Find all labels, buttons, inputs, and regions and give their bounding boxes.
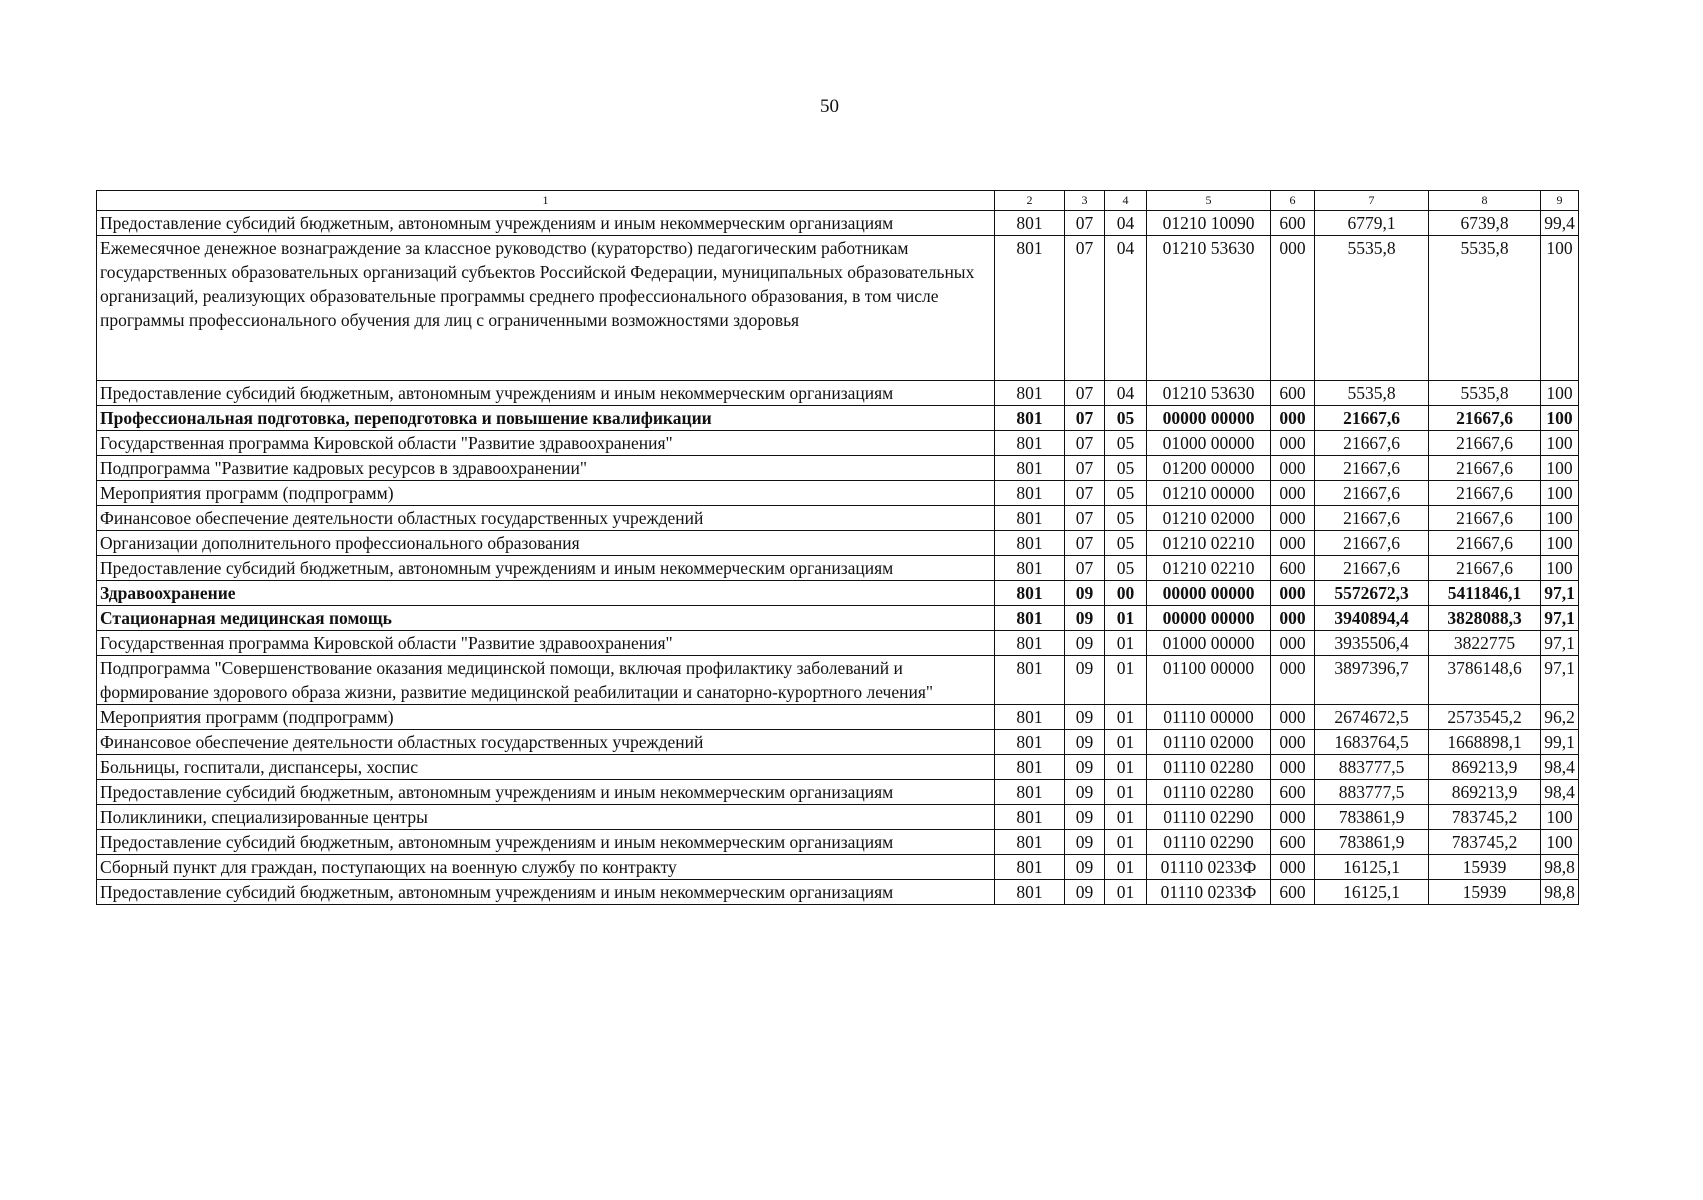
grbs-code: 801: [995, 880, 1065, 905]
section-code: 09: [1065, 730, 1105, 755]
section-code: 07: [1065, 236, 1105, 381]
expense-type-code: 000: [1271, 531, 1315, 556]
expense-type-code: 000: [1271, 456, 1315, 481]
subsection-code: 05: [1105, 456, 1147, 481]
subsection-code: 01: [1105, 780, 1147, 805]
row-name: Подпрограмма "Развитие кадровых ресурсов в здравоохранении": [97, 456, 995, 481]
grbs-code: 801: [995, 606, 1065, 631]
row-name: Предоставление субсидий бюджетным, автономным учреждениям и иным некоммерческим организациям: [97, 381, 995, 406]
target-article-code: 01110 02290: [1147, 805, 1271, 830]
section-code: 07: [1065, 456, 1105, 481]
target-article-code: 01210 53630: [1147, 236, 1271, 381]
grbs-code: 801: [995, 705, 1065, 730]
execution-percent: 98,8: [1541, 855, 1579, 880]
execution-percent: 100: [1541, 531, 1579, 556]
section-code: 07: [1065, 556, 1105, 581]
grbs-code: 801: [995, 631, 1065, 656]
target-article-code: 01110 02290: [1147, 830, 1271, 855]
execution-percent: 100: [1541, 381, 1579, 406]
execution-percent: 97,1: [1541, 631, 1579, 656]
expense-type-code: 600: [1271, 381, 1315, 406]
table-row: [97, 431, 1579, 456]
row-name: Ежемесячное денежное вознаграждение за классное руководство (кураторство) педагогическим работникам государственных образовательных организаций субъектов Российской Федерации, муниципальных образовательных организаций, реализующих образовательные программы среднего профессионального образования, в том числе программы профессионального обучения для лиц с ограниченными возможностями здоровья: [97, 236, 995, 381]
table-row: [97, 780, 1579, 805]
expense-type-code: 000: [1271, 506, 1315, 531]
executed-amount: 3828088,3: [1429, 606, 1541, 631]
execution-percent: 98,4: [1541, 755, 1579, 780]
row-name: Государственная программа Кировской области "Развитие здравоохранения": [97, 431, 995, 456]
planned-amount: 5572672,3: [1315, 581, 1429, 606]
expense-type-code: 600: [1271, 780, 1315, 805]
section-code: 09: [1065, 755, 1105, 780]
execution-percent: 99,4: [1541, 211, 1579, 236]
expense-type-code: 000: [1271, 705, 1315, 730]
expense-type-code: 600: [1271, 830, 1315, 855]
subsection-code: 05: [1105, 406, 1147, 431]
expense-type-code: 000: [1271, 631, 1315, 656]
planned-amount: 783861,9: [1315, 805, 1429, 830]
execution-percent: 100: [1541, 431, 1579, 456]
grbs-code: 801: [995, 406, 1065, 431]
subsection-code: 01: [1105, 730, 1147, 755]
section-code: 07: [1065, 211, 1105, 236]
expense-type-code: 000: [1271, 406, 1315, 431]
execution-percent: 100: [1541, 236, 1579, 381]
execution-percent: 98,4: [1541, 780, 1579, 805]
row-name: Сборный пункт для граждан, поступающих на военную службу по контракту: [97, 855, 995, 880]
planned-amount: 16125,1: [1315, 855, 1429, 880]
subsection-code: 01: [1105, 805, 1147, 830]
column-header: 6: [1271, 191, 1315, 211]
planned-amount: 5535,8: [1315, 381, 1429, 406]
subsection-code: 04: [1105, 211, 1147, 236]
row-name: Предоставление субсидий бюджетным, автономным учреждениям и иным некоммерческим организациям: [97, 780, 995, 805]
row-name: Предоставление субсидий бюджетным, автономным учреждениям и иным некоммерческим организациям: [97, 211, 995, 236]
section-code: 09: [1065, 656, 1105, 705]
table-row: [97, 406, 1579, 431]
section-code: 09: [1065, 606, 1105, 631]
grbs-code: 801: [995, 456, 1065, 481]
expense-type-code: 600: [1271, 880, 1315, 905]
grbs-code: 801: [995, 780, 1065, 805]
subsection-code: 04: [1105, 236, 1147, 381]
target-article-code: 01210 02210: [1147, 531, 1271, 556]
grbs-code: 801: [995, 805, 1065, 830]
target-article-code: 01100 00000: [1147, 656, 1271, 705]
expense-type-code: 000: [1271, 481, 1315, 506]
section-code: 07: [1065, 381, 1105, 406]
column-header: 3: [1065, 191, 1105, 211]
section-code: 09: [1065, 780, 1105, 805]
planned-amount: 21667,6: [1315, 406, 1429, 431]
section-code: 07: [1065, 506, 1105, 531]
column-header: 9: [1541, 191, 1579, 211]
expense-type-code: 000: [1271, 431, 1315, 456]
subsection-code: 00: [1105, 581, 1147, 606]
table-row: [97, 880, 1579, 905]
section-code: 07: [1065, 406, 1105, 431]
grbs-code: 801: [995, 531, 1065, 556]
executed-amount: 869213,9: [1429, 755, 1541, 780]
planned-amount: 3935506,4: [1315, 631, 1429, 656]
subsection-code: 05: [1105, 556, 1147, 581]
subsection-code: 01: [1105, 855, 1147, 880]
budget-table: [96, 190, 1579, 905]
executed-amount: 2573545,2: [1429, 705, 1541, 730]
executed-amount: 3786148,6: [1429, 656, 1541, 705]
execution-percent: 100: [1541, 830, 1579, 855]
expense-type-code: 000: [1271, 805, 1315, 830]
planned-amount: 883777,5: [1315, 755, 1429, 780]
table-row: [97, 755, 1579, 780]
table-row: [97, 855, 1579, 880]
section-code: 09: [1065, 830, 1105, 855]
planned-amount: 6779,1: [1315, 211, 1429, 236]
subsection-code: 04: [1105, 381, 1147, 406]
table-row: [97, 830, 1579, 855]
section-code: 07: [1065, 431, 1105, 456]
target-article-code: 01210 02210: [1147, 556, 1271, 581]
planned-amount: 21667,6: [1315, 456, 1429, 481]
expense-type-code: 000: [1271, 656, 1315, 705]
column-header: 5: [1147, 191, 1271, 211]
target-article-code: 01000 00000: [1147, 431, 1271, 456]
execution-percent: 100: [1541, 556, 1579, 581]
grbs-code: 801: [995, 556, 1065, 581]
table-row: [97, 236, 1579, 381]
table-row: [97, 506, 1579, 531]
section-code: 09: [1065, 705, 1105, 730]
row-name: Предоставление субсидий бюджетным, автономным учреждениям и иным некоммерческим организациям: [97, 830, 995, 855]
subsection-code: 01: [1105, 880, 1147, 905]
target-article-code: 01210 00000: [1147, 481, 1271, 506]
executed-amount: 1668898,1: [1429, 730, 1541, 755]
column-header: 1: [97, 191, 995, 211]
target-article-code: 00000 00000: [1147, 581, 1271, 606]
target-article-code: 00000 00000: [1147, 606, 1271, 631]
execution-percent: 100: [1541, 481, 1579, 506]
row-name: Предоставление субсидий бюджетным, автономным учреждениям и иным некоммерческим организациям: [97, 880, 995, 905]
target-article-code: 01110 0233Ф: [1147, 855, 1271, 880]
table-row: [97, 211, 1579, 236]
executed-amount: 5535,8: [1429, 236, 1541, 381]
execution-percent: 99,1: [1541, 730, 1579, 755]
executed-amount: 15939: [1429, 855, 1541, 880]
execution-percent: 97,1: [1541, 606, 1579, 631]
executed-amount: 21667,6: [1429, 431, 1541, 456]
subsection-code: 01: [1105, 631, 1147, 656]
expense-type-code: 600: [1271, 211, 1315, 236]
grbs-code: 801: [995, 381, 1065, 406]
target-article-code: 01210 10090: [1147, 211, 1271, 236]
section-code: 09: [1065, 805, 1105, 830]
execution-percent: 100: [1541, 506, 1579, 531]
grbs-code: 801: [995, 211, 1065, 236]
target-article-code: 01110 0233Ф: [1147, 880, 1271, 905]
expense-type-code: 000: [1271, 581, 1315, 606]
row-name: Профессиональная подготовка, переподготовка и повышение квалификации: [97, 406, 995, 431]
execution-percent: 98,8: [1541, 880, 1579, 905]
table-row: [97, 730, 1579, 755]
expense-type-code: 000: [1271, 606, 1315, 631]
subsection-code: 05: [1105, 431, 1147, 456]
row-name: Стационарная медицинская помощь: [97, 606, 995, 631]
executed-amount: 783745,2: [1429, 830, 1541, 855]
page-number: 50: [820, 96, 839, 117]
column-header: 2: [995, 191, 1065, 211]
expense-type-code: 000: [1271, 236, 1315, 381]
planned-amount: 21667,6: [1315, 481, 1429, 506]
executed-amount: 21667,6: [1429, 406, 1541, 431]
grbs-code: 801: [995, 236, 1065, 381]
executed-amount: 21667,6: [1429, 456, 1541, 481]
planned-amount: 783861,9: [1315, 830, 1429, 855]
subsection-code: 01: [1105, 755, 1147, 780]
execution-percent: 96,2: [1541, 705, 1579, 730]
column-header: 4: [1105, 191, 1147, 211]
planned-amount: 3897396,7: [1315, 656, 1429, 705]
section-code: 07: [1065, 531, 1105, 556]
row-name: Государственная программа Кировской области "Развитие здравоохранения": [97, 631, 995, 656]
grbs-code: 801: [995, 830, 1065, 855]
subsection-code: 01: [1105, 830, 1147, 855]
subsection-code: 01: [1105, 606, 1147, 631]
planned-amount: 21667,6: [1315, 556, 1429, 581]
target-article-code: 01110 00000: [1147, 705, 1271, 730]
subsection-code: 01: [1105, 656, 1147, 705]
executed-amount: 6739,8: [1429, 211, 1541, 236]
row-name: Больницы, госпитали, диспансеры, хоспис: [97, 755, 995, 780]
row-name: Подпрограмма "Совершенствование оказания медицинской помощи, включая профилактику заболеваний и формирование здорового образа жизни, развитие медицинской реабилитации и санаторно-курортного лечения": [97, 656, 995, 705]
executed-amount: 21667,6: [1429, 506, 1541, 531]
target-article-code: 00000 00000: [1147, 406, 1271, 431]
expense-type-code: 000: [1271, 755, 1315, 780]
planned-amount: 21667,6: [1315, 531, 1429, 556]
section-code: 07: [1065, 481, 1105, 506]
grbs-code: 801: [995, 506, 1065, 531]
grbs-code: 801: [995, 730, 1065, 755]
table-row: [97, 456, 1579, 481]
planned-amount: 3940894,4: [1315, 606, 1429, 631]
table-row: [97, 631, 1579, 656]
row-name: Мероприятия программ (подпрограмм): [97, 705, 995, 730]
target-article-code: 01210 02000: [1147, 506, 1271, 531]
section-code: 09: [1065, 581, 1105, 606]
target-article-code: 01110 02280: [1147, 780, 1271, 805]
table-row: [97, 705, 1579, 730]
planned-amount: 5535,8: [1315, 236, 1429, 381]
subsection-code: 05: [1105, 506, 1147, 531]
planned-amount: 16125,1: [1315, 880, 1429, 905]
target-article-code: 01200 00000: [1147, 456, 1271, 481]
executed-amount: 21667,6: [1429, 531, 1541, 556]
table-row: [97, 556, 1579, 581]
table-row: [97, 531, 1579, 556]
expense-type-code: 000: [1271, 855, 1315, 880]
grbs-code: 801: [995, 855, 1065, 880]
planned-amount: 21667,6: [1315, 506, 1429, 531]
row-name: Мероприятия программ (подпрограмм): [97, 481, 995, 506]
row-name: Финансовое обеспечение деятельности областных государственных учреждений: [97, 506, 995, 531]
header-row: [97, 191, 1579, 211]
table-row: [97, 656, 1579, 705]
target-article-code: 01210 53630: [1147, 381, 1271, 406]
section-code: 09: [1065, 631, 1105, 656]
target-article-code: 01110 02280: [1147, 755, 1271, 780]
table-row: [97, 381, 1579, 406]
target-article-code: 01110 02000: [1147, 730, 1271, 755]
subsection-code: 05: [1105, 531, 1147, 556]
expense-type-code: 000: [1271, 730, 1315, 755]
execution-percent: 97,1: [1541, 656, 1579, 705]
execution-percent: 100: [1541, 456, 1579, 481]
execution-percent: 100: [1541, 805, 1579, 830]
row-name: Организации дополнительного профессионального образования: [97, 531, 995, 556]
table-row: [97, 606, 1579, 631]
planned-amount: 883777,5: [1315, 780, 1429, 805]
grbs-code: 801: [995, 656, 1065, 705]
column-header: 8: [1429, 191, 1541, 211]
row-name: Поликлиники, специализированные центры: [97, 805, 995, 830]
executed-amount: 15939: [1429, 880, 1541, 905]
executed-amount: 783745,2: [1429, 805, 1541, 830]
row-name: Финансовое обеспечение деятельности областных государственных учреждений: [97, 730, 995, 755]
grbs-code: 801: [995, 431, 1065, 456]
planned-amount: 1683764,5: [1315, 730, 1429, 755]
section-code: 09: [1065, 855, 1105, 880]
row-name: Предоставление субсидий бюджетным, автономным учреждениям и иным некоммерческим организациям: [97, 556, 995, 581]
grbs-code: 801: [995, 481, 1065, 506]
executed-amount: 5411846,1: [1429, 581, 1541, 606]
execution-percent: 100: [1541, 406, 1579, 431]
planned-amount: 2674672,5: [1315, 705, 1429, 730]
grbs-code: 801: [995, 755, 1065, 780]
column-header: 7: [1315, 191, 1429, 211]
subsection-code: 05: [1105, 481, 1147, 506]
execution-percent: 97,1: [1541, 581, 1579, 606]
planned-amount: 21667,6: [1315, 431, 1429, 456]
expense-type-code: 600: [1271, 556, 1315, 581]
subsection-code: 01: [1105, 705, 1147, 730]
executed-amount: 869213,9: [1429, 780, 1541, 805]
section-code: 09: [1065, 880, 1105, 905]
row-name: Здравоохранение: [97, 581, 995, 606]
target-article-code: 01000 00000: [1147, 631, 1271, 656]
table-row: [97, 481, 1579, 506]
executed-amount: 21667,6: [1429, 556, 1541, 581]
table-row: [97, 805, 1579, 830]
executed-amount: 5535,8: [1429, 381, 1541, 406]
executed-amount: 21667,6: [1429, 481, 1541, 506]
executed-amount: 3822775: [1429, 631, 1541, 656]
table-row: [97, 581, 1579, 606]
grbs-code: 801: [995, 581, 1065, 606]
